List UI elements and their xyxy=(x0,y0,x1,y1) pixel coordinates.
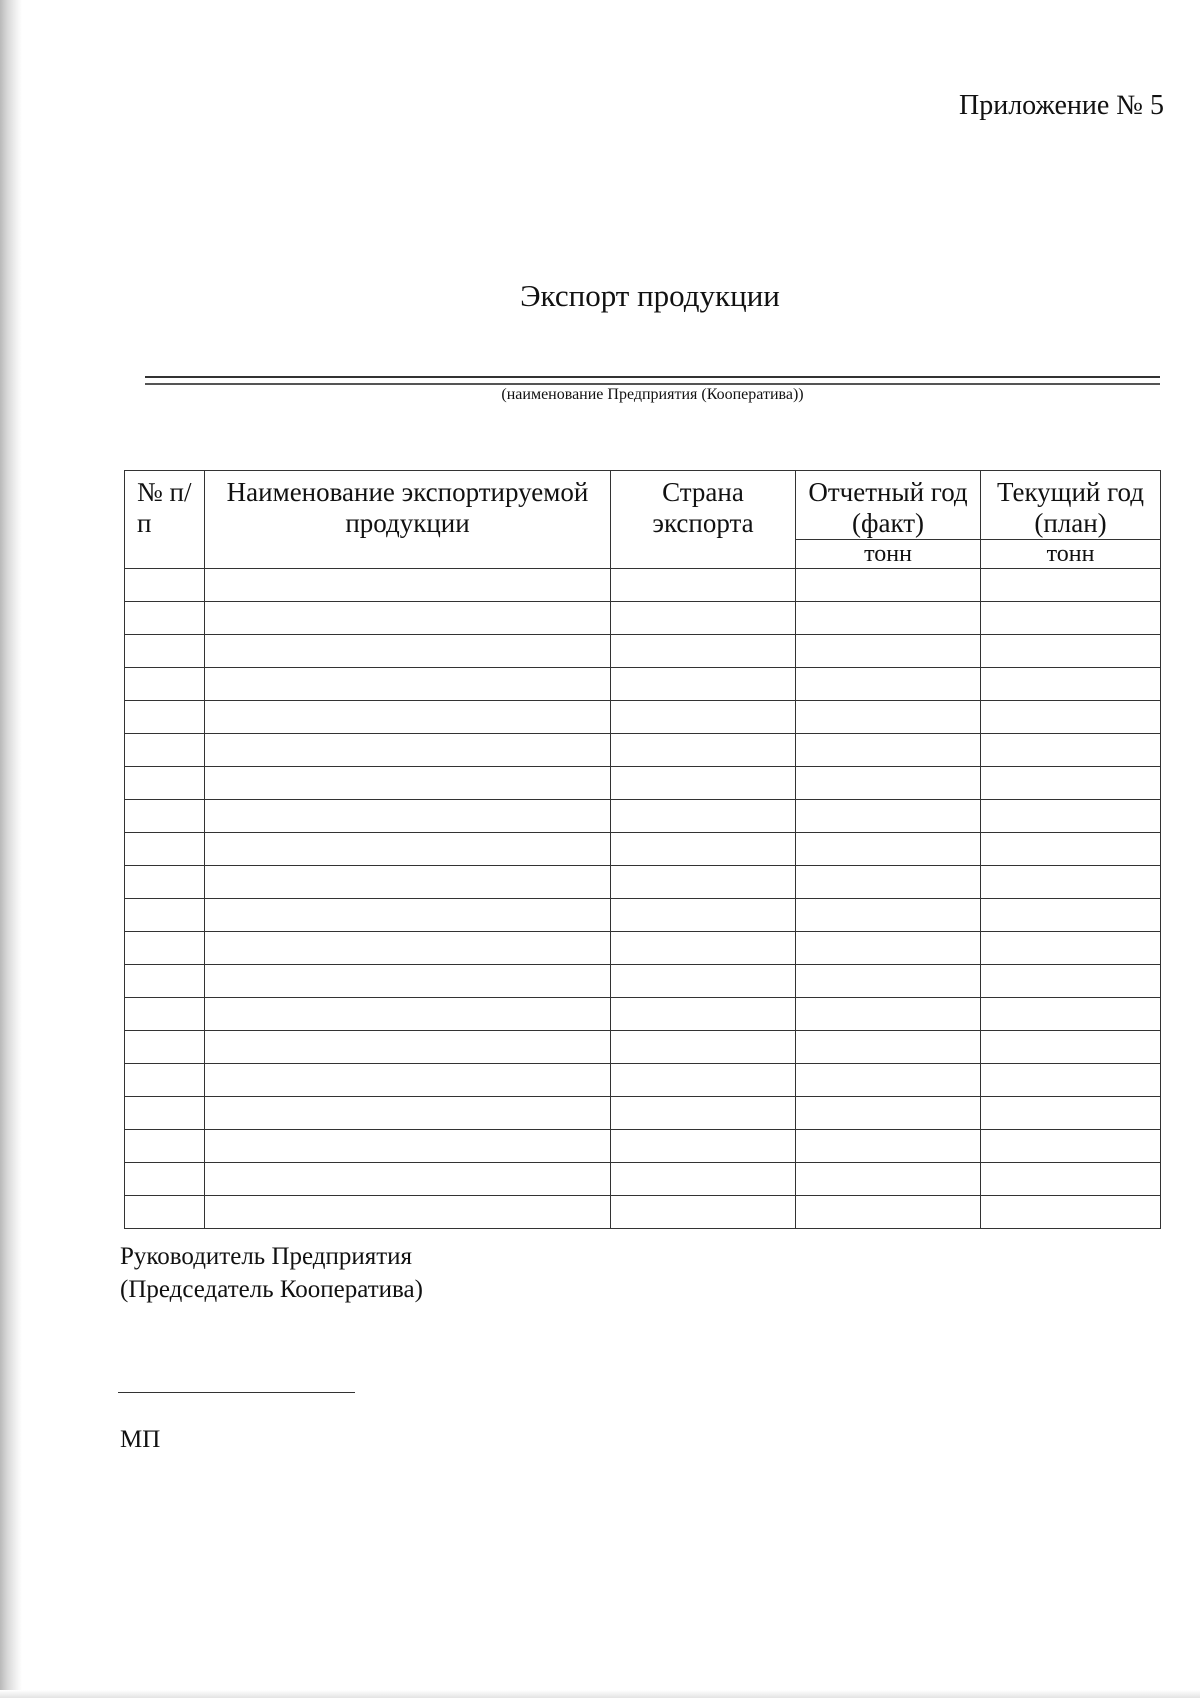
cell-current-year[interactable] xyxy=(981,1097,1161,1130)
cell-current-year[interactable] xyxy=(981,569,1161,602)
cell-current-year[interactable] xyxy=(981,1163,1161,1196)
cell-product-name[interactable] xyxy=(205,1064,611,1097)
table-row xyxy=(125,1196,1161,1229)
export-table-body xyxy=(125,569,1161,1229)
cell-country[interactable] xyxy=(611,932,796,965)
cell-number[interactable] xyxy=(125,1130,205,1163)
appendix-label: Приложение № 5 xyxy=(959,90,1164,121)
organization-name-line[interactable] xyxy=(145,376,1160,385)
cell-current-year[interactable] xyxy=(981,998,1161,1031)
signature-role-line2: (Председатель Кооператива) xyxy=(120,1276,423,1303)
cell-reporting-year[interactable] xyxy=(796,569,981,602)
cell-current-year[interactable] xyxy=(981,833,1161,866)
cell-country[interactable] xyxy=(611,1031,796,1064)
signature-line[interactable] xyxy=(118,1392,355,1393)
table-row xyxy=(125,569,1161,602)
cell-product-name[interactable] xyxy=(205,569,611,602)
cell-reporting-year[interactable] xyxy=(796,1196,981,1229)
cell-number[interactable] xyxy=(125,767,205,800)
table-row xyxy=(125,767,1161,800)
table-row xyxy=(125,1163,1161,1196)
cell-reporting-year[interactable] xyxy=(796,767,981,800)
cell-reporting-year[interactable] xyxy=(796,833,981,866)
cell-number[interactable] xyxy=(125,899,205,932)
cell-number[interactable] xyxy=(125,800,205,833)
cell-country[interactable] xyxy=(611,767,796,800)
cell-country[interactable] xyxy=(611,833,796,866)
cell-reporting-year[interactable] xyxy=(796,1031,981,1064)
table-row xyxy=(125,602,1161,635)
cell-product-name[interactable] xyxy=(205,800,611,833)
cell-reporting-year[interactable] xyxy=(796,1097,981,1130)
cell-number[interactable] xyxy=(125,1064,205,1097)
table-row xyxy=(125,701,1161,734)
cell-product-name[interactable] xyxy=(205,1097,611,1130)
cell-country[interactable] xyxy=(611,866,796,899)
cell-reporting-year[interactable] xyxy=(796,899,981,932)
table-row xyxy=(125,635,1161,668)
table-row xyxy=(125,998,1161,1031)
cell-current-year[interactable] xyxy=(981,602,1161,635)
cell-reporting-year[interactable] xyxy=(796,800,981,833)
header-unit-current: тонн xyxy=(981,540,1161,569)
table-row xyxy=(125,1130,1161,1163)
cell-number[interactable] xyxy=(125,1031,205,1064)
table-row xyxy=(125,866,1161,899)
cell-country[interactable] xyxy=(611,668,796,701)
cell-current-year[interactable] xyxy=(981,1064,1161,1097)
cell-current-year[interactable] xyxy=(981,734,1161,767)
export-table xyxy=(124,470,1161,1229)
cell-current-year[interactable] xyxy=(981,701,1161,734)
cell-reporting-year[interactable] xyxy=(796,701,981,734)
table-row xyxy=(125,932,1161,965)
cell-reporting-year[interactable] xyxy=(796,1064,981,1097)
cell-country[interactable] xyxy=(611,1097,796,1130)
table-row xyxy=(125,1064,1161,1097)
cell-reporting-year[interactable] xyxy=(796,965,981,998)
cell-product-name[interactable] xyxy=(205,1163,611,1196)
cell-number[interactable] xyxy=(125,1163,205,1196)
cell-product-name[interactable] xyxy=(205,734,611,767)
cell-number[interactable] xyxy=(125,965,205,998)
scan-edge-left xyxy=(0,0,22,1698)
cell-country[interactable] xyxy=(611,1163,796,1196)
cell-country[interactable] xyxy=(611,1130,796,1163)
cell-current-year[interactable] xyxy=(981,1031,1161,1064)
cell-country[interactable] xyxy=(611,899,796,932)
scan-edge-bottom xyxy=(0,1690,1200,1698)
cell-product-name[interactable] xyxy=(205,833,611,866)
signature-role-line1: Руководитель Предприятия xyxy=(120,1243,413,1270)
cell-reporting-year[interactable] xyxy=(796,635,981,668)
table-row xyxy=(125,1097,1161,1130)
cell-country[interactable] xyxy=(611,701,796,734)
cell-number[interactable] xyxy=(125,635,205,668)
cell-country[interactable] xyxy=(611,734,796,767)
cell-product-name[interactable] xyxy=(205,899,611,932)
cell-current-year[interactable] xyxy=(981,965,1161,998)
cell-product-name[interactable] xyxy=(205,1196,611,1229)
cell-number[interactable] xyxy=(125,734,205,767)
cell-country[interactable] xyxy=(611,800,796,833)
cell-product-name[interactable] xyxy=(205,635,611,668)
cell-country[interactable] xyxy=(611,602,796,635)
cell-reporting-year[interactable] xyxy=(796,998,981,1031)
cell-number[interactable] xyxy=(125,833,205,866)
cell-country[interactable] xyxy=(611,635,796,668)
cell-current-year[interactable] xyxy=(981,899,1161,932)
header-country: Страна экспорта xyxy=(611,471,796,569)
table-row xyxy=(125,800,1161,833)
cell-current-year[interactable] xyxy=(981,932,1161,965)
cell-current-year[interactable] xyxy=(981,668,1161,701)
cell-number[interactable] xyxy=(125,866,205,899)
cell-product-name[interactable] xyxy=(205,998,611,1031)
table-row xyxy=(125,1031,1161,1064)
cell-number[interactable] xyxy=(125,1097,205,1130)
header-current-year: Текущий год (план) xyxy=(981,471,1161,540)
cell-product-name[interactable] xyxy=(205,701,611,734)
header-unit-reporting: тонн xyxy=(796,540,981,569)
organization-caption: (наименование Предприятия (Кооператива)) xyxy=(501,386,804,403)
cell-reporting-year[interactable] xyxy=(796,932,981,965)
cell-product-name[interactable] xyxy=(205,932,611,965)
cell-current-year[interactable] xyxy=(981,800,1161,833)
cell-number[interactable] xyxy=(125,932,205,965)
signature-block xyxy=(120,1240,423,1306)
cell-number[interactable] xyxy=(125,602,205,635)
cell-number[interactable] xyxy=(125,701,205,734)
cell-reporting-year[interactable] xyxy=(796,866,981,899)
cell-current-year[interactable] xyxy=(981,866,1161,899)
cell-product-name[interactable] xyxy=(205,1130,611,1163)
cell-current-year[interactable] xyxy=(981,635,1161,668)
cell-reporting-year[interactable] xyxy=(796,602,981,635)
table-row xyxy=(125,668,1161,701)
header-product-name: Наименование экспортируемой продукции xyxy=(205,471,611,569)
cell-country[interactable] xyxy=(611,998,796,1031)
cell-number[interactable] xyxy=(125,998,205,1031)
header-number: № п/п xyxy=(125,471,205,569)
table-row xyxy=(125,899,1161,932)
cell-product-name[interactable] xyxy=(205,866,611,899)
stamp-label: МП xyxy=(120,1426,161,1453)
cell-current-year[interactable] xyxy=(981,767,1161,800)
cell-product-name[interactable] xyxy=(205,965,611,998)
table-row xyxy=(125,965,1161,998)
page-title: Экспорт продукции xyxy=(520,278,780,313)
cell-number[interactable] xyxy=(125,1196,205,1229)
cell-country[interactable] xyxy=(611,569,796,602)
cell-current-year[interactable] xyxy=(981,1196,1161,1229)
cell-number[interactable] xyxy=(125,569,205,602)
cell-country[interactable] xyxy=(611,1196,796,1229)
table-row xyxy=(125,734,1161,767)
cell-product-name[interactable] xyxy=(205,1031,611,1064)
cell-current-year[interactable] xyxy=(981,1130,1161,1163)
cell-country[interactable] xyxy=(611,965,796,998)
cell-product-name[interactable] xyxy=(205,767,611,800)
table-row xyxy=(125,833,1161,866)
cell-reporting-year[interactable] xyxy=(796,734,981,767)
cell-product-name[interactable] xyxy=(205,668,611,701)
cell-reporting-year[interactable] xyxy=(796,668,981,701)
header-reporting-year: Отчетный год (факт) xyxy=(796,471,981,540)
cell-reporting-year[interactable] xyxy=(796,1163,981,1196)
cell-country[interactable] xyxy=(611,1064,796,1097)
cell-number[interactable] xyxy=(125,668,205,701)
cell-reporting-year[interactable] xyxy=(796,1130,981,1163)
cell-product-name[interactable] xyxy=(205,602,611,635)
